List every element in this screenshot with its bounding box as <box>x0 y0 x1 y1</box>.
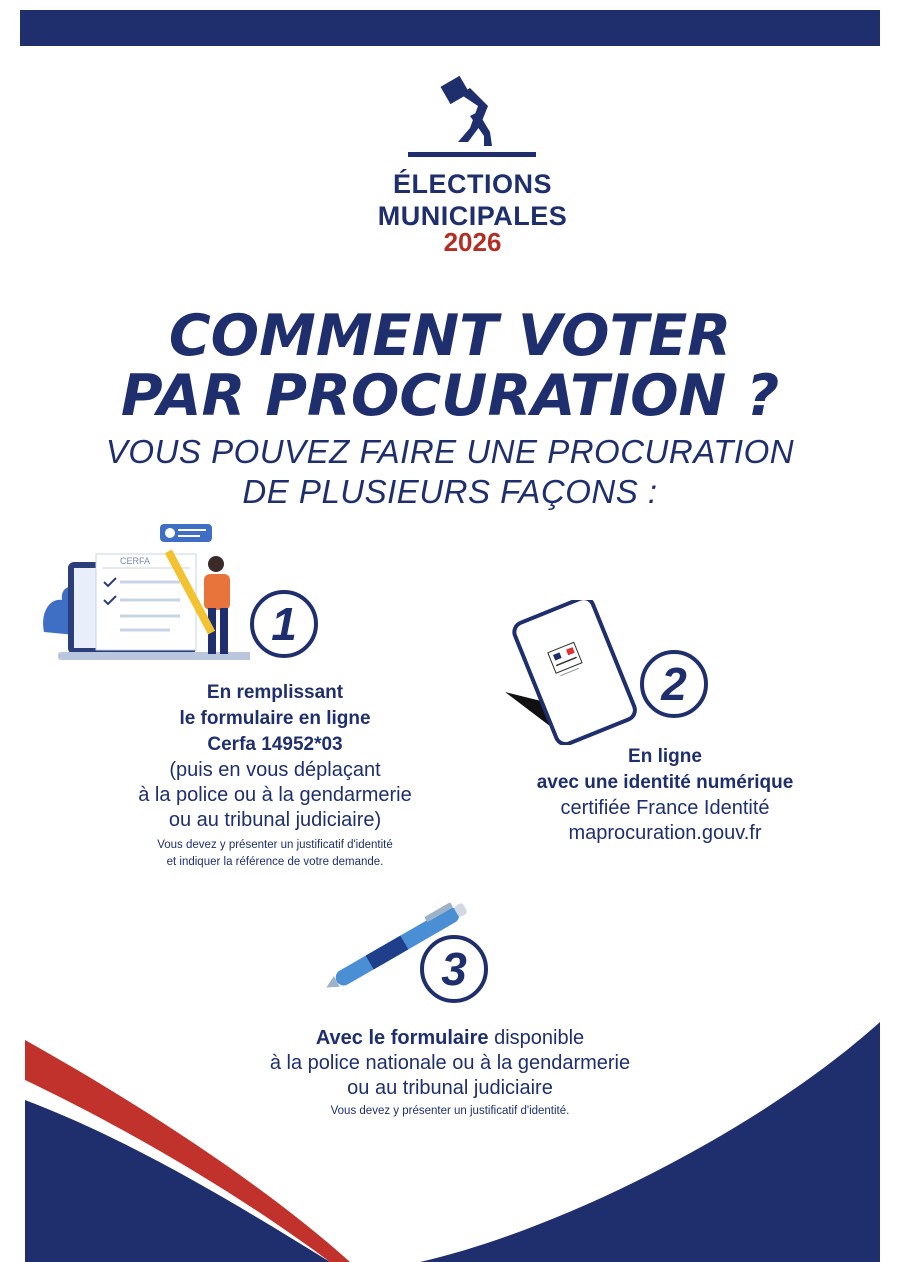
bottom-tricolor-swoosh <box>0 1010 900 1262</box>
option-3-suffix: disponible <box>488 1027 585 1049</box>
elections-title-line2: MUNICIPALES <box>377 201 568 231</box>
sub-headline <box>40 432 860 512</box>
laptop-cerfa-form-person-pencil-illustration <box>40 520 250 668</box>
elections-title <box>300 168 645 232</box>
subhead-line2: DE PLUSIEURS FAÇONS : <box>242 473 658 510</box>
cerfa-label: CERFA <box>120 556 151 566</box>
option-1-bold-line3: Cerfa 14952*03 <box>207 734 343 755</box>
option-1-note-line1: Vous devez y présenter un justificatif d'identité <box>157 839 393 851</box>
option-1-text <box>110 680 440 871</box>
option-2-text <box>480 744 850 846</box>
option-3-line2: ou au tribunal judiciaire <box>347 1077 553 1099</box>
elections-year: 2026 <box>443 227 502 257</box>
option-2-bold-line1: En ligne <box>628 746 702 767</box>
subhead-line1: VOUS POUVEZ FAIRE UNE PROCURATION <box>105 433 795 470</box>
option-1-note-line2: et indiquer la référence de votre demande. <box>166 856 384 868</box>
option-2-number: 2 <box>640 650 708 718</box>
option-3-line1: à la police nationale ou à la gendarmerie <box>269 1052 631 1074</box>
option-2-line2: maprocuration.gouv.fr <box>568 822 762 844</box>
main-headline <box>40 303 860 429</box>
option-1-number: 1 <box>250 590 318 658</box>
top-blue-band <box>20 10 880 46</box>
option-1-bold-line2: le formulaire en ligne <box>179 708 371 729</box>
ballot-box-vote-icon <box>400 76 540 160</box>
option-1-line3: ou au tribunal judiciaire) <box>168 809 382 831</box>
option-1-bold-line1: En remplissant <box>206 682 344 703</box>
option-2-bold-line2: avec une identité numérique <box>536 772 794 793</box>
option-2-line1: certifiée France Identité <box>560 797 770 819</box>
option-1-line2: à la police ou à la gendarmerie <box>138 784 412 806</box>
option-3-number: 3 <box>420 935 488 1003</box>
elections-title-line1: ÉLECTIONS <box>392 169 552 199</box>
headline-line2: PAR PROCURATION ? <box>120 363 780 429</box>
option-3-bold: Avec le formulaire <box>315 1027 489 1049</box>
headline-line1: COMMENT VOTER <box>168 303 732 369</box>
option-3-note: Vous devez y présenter un justificatif d'identité. <box>330 1105 570 1117</box>
option-1-line1: (puis en vous déplaçant <box>169 759 381 781</box>
